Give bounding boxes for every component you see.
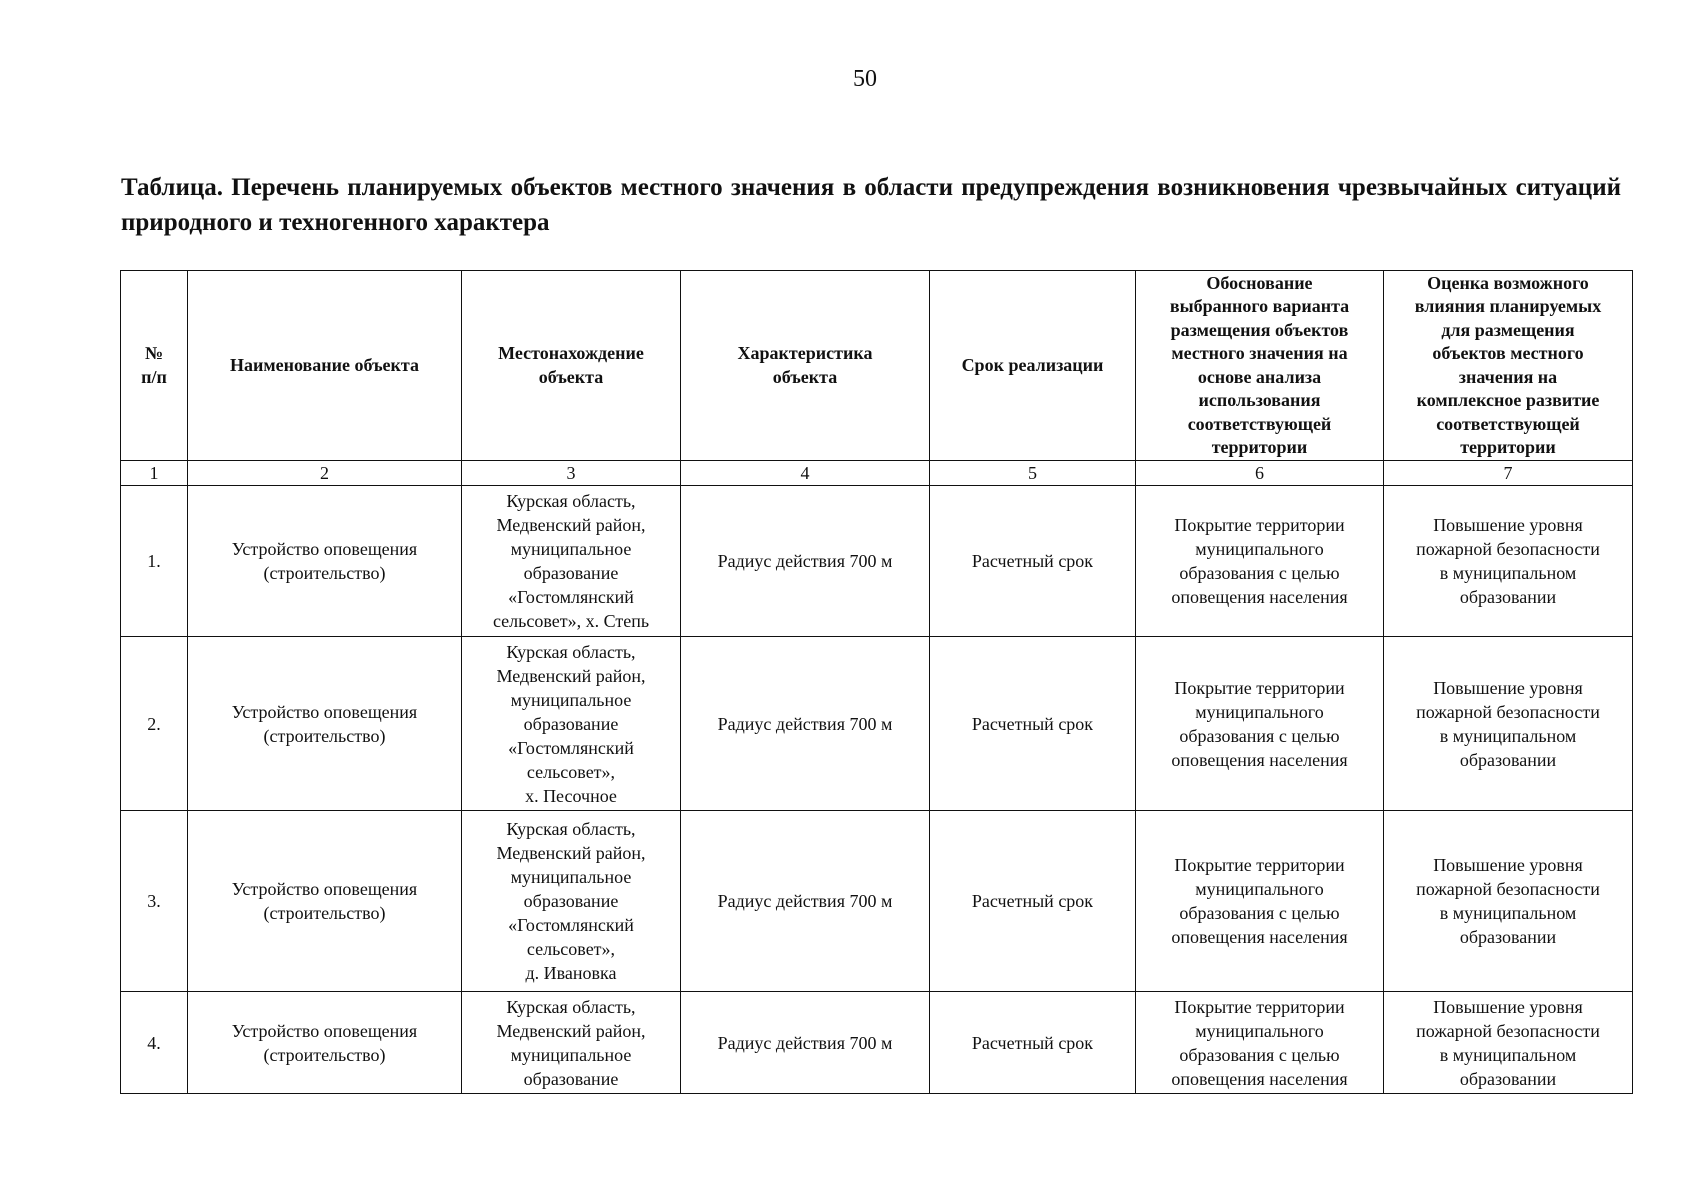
object-location: Курская область, Медвенский район, муниципальное образование «Гостомлянский сельсовет», х. Степь: [492, 491, 650, 631]
page-number: 50: [853, 66, 877, 92]
implementation-term: Расчетный срок: [971, 891, 1094, 911]
header-characteristic-text: Характеристика объекта: [737, 343, 873, 387]
assessment: Повышение уровня пожарной безопасности в муниципальном образовании: [1416, 515, 1600, 607]
justification: Покрытие территории муниципального образования с целью оповещения населения: [1171, 515, 1348, 607]
row-number-cell: [121, 992, 188, 1094]
header-assessment-text: Оценка возможного влияния планируемых для размещения объектов местного значения на комплексное развитие соответствующей территории: [1414, 272, 1602, 457]
objects-table: [120, 270, 1633, 1094]
assessment-cell: [1384, 811, 1633, 992]
assessment: Повышение уровня пожарной безопасности в муниципальном образовании: [1416, 855, 1600, 947]
assessment: Повышение уровня пожарной безопасности в муниципальном образовании: [1416, 677, 1600, 770]
header-cell-characteristic: [681, 271, 930, 461]
header-cell-location: [462, 271, 681, 461]
row-number: 3.: [147, 891, 161, 911]
table-row: [121, 811, 1633, 992]
header-cell-name: [188, 271, 462, 461]
assessment-cell: [1384, 637, 1633, 811]
object-characteristic: Радиус действия 700 м: [717, 551, 893, 571]
table-row: [121, 992, 1633, 1094]
header-term-text: Срок реализации: [961, 354, 1104, 375]
justification-cell: [1136, 811, 1384, 992]
header-cell-number: [121, 271, 188, 461]
justification: Покрытие территории муниципального образования с целью оповещения населения: [1171, 996, 1348, 1089]
implementation-term-cell: [930, 486, 1136, 637]
header-location-text: Местонахождение объекта: [498, 343, 644, 387]
header-cell-term: [930, 271, 1136, 461]
table-header-row: [121, 271, 1633, 461]
table-caption: Таблица. Перечень планируемых объектов местного значения в области предупреждения возникновения чрезвычайных ситуаций природного и техногенного характера: [121, 174, 1621, 236]
object-characteristic-cell: [681, 486, 930, 637]
header-number-text: № п/п: [141, 343, 167, 387]
header-name-text: Наименование объекта: [230, 354, 419, 375]
object-location-cell: [462, 486, 681, 637]
row-number: 4.: [147, 1032, 161, 1053]
object-location-cell: [462, 992, 681, 1094]
object-location: Курская область, Медвенский район, муниципальное образование «Гостомлянский сельсовет», д. Ивановка: [496, 819, 646, 983]
assessment-cell: [1384, 486, 1633, 637]
implementation-term: Расчетный срок: [971, 551, 1094, 571]
object-characteristic-cell: [681, 637, 930, 811]
object-name-cell: [188, 486, 462, 637]
object-name: Устройство оповещения (строительство): [231, 879, 418, 923]
implementation-term: Расчетный срок: [971, 713, 1094, 734]
object-name: Устройство оповещения (строительство): [231, 1020, 418, 1065]
column-number-cell: 3: [462, 461, 681, 486]
assessment-cell: [1384, 992, 1633, 1094]
implementation-term-cell: [930, 992, 1136, 1094]
justification: Покрытие территории муниципального образования с целью оповещения населения: [1171, 677, 1348, 770]
row-number: 1.: [147, 551, 161, 571]
object-characteristic: Радиус действия 700 м: [717, 891, 893, 911]
object-name: Устройство оповещения (строительство): [231, 701, 418, 746]
justification: Покрытие территории муниципального образования с целью оповещения населения: [1171, 855, 1348, 947]
column-number-cell: 4: [681, 461, 930, 486]
row-number: 2.: [147, 713, 161, 734]
column-number-cell: 5: [930, 461, 1136, 486]
header-cell-justification: [1136, 271, 1384, 461]
object-characteristic: Радиус действия 700 м: [717, 713, 893, 734]
object-name-cell: [188, 637, 462, 811]
column-number-cell: 1: [121, 461, 188, 486]
table-row: [121, 486, 1633, 637]
object-characteristic: Радиус действия 700 м: [717, 1032, 893, 1053]
header-justification-text: Обоснование выбранного варианта размещения объектов местного значения на основе анализа использования соответствующей территории: [1169, 272, 1350, 457]
implementation-term: Расчетный срок: [971, 1032, 1094, 1053]
row-number-cell: [121, 637, 188, 811]
object-name-cell: [188, 992, 462, 1094]
implementation-term-cell: [930, 811, 1136, 992]
object-characteristic-cell: [681, 992, 930, 1094]
object-name: Устройство оповещения (строительство): [231, 539, 418, 583]
row-number-cell: [121, 811, 188, 992]
justification-cell: [1136, 486, 1384, 637]
column-number-cell: 6: [1136, 461, 1384, 486]
column-number-cell: 2: [188, 461, 462, 486]
justification-cell: [1136, 637, 1384, 811]
justification-cell: [1136, 992, 1384, 1094]
implementation-term-cell: [930, 637, 1136, 811]
column-number-row: [121, 461, 1633, 486]
object-location: Курская область, Медвенский район, муниципальное образование «Гостомлянский сельсовет», х. Песочное: [496, 641, 646, 806]
row-number-cell: [121, 486, 188, 637]
object-location-cell: [462, 811, 681, 992]
object-location-cell: [462, 637, 681, 811]
object-name-cell: [188, 811, 462, 992]
column-number-cell: 7: [1384, 461, 1633, 486]
object-characteristic-cell: [681, 811, 930, 992]
object-location: Курская область, Медвенский район, муниципальное образование: [496, 996, 646, 1089]
assessment: Повышение уровня пожарной безопасности в муниципальном образовании: [1416, 996, 1600, 1089]
header-cell-assessment: [1384, 271, 1633, 461]
table-row: [121, 637, 1633, 811]
